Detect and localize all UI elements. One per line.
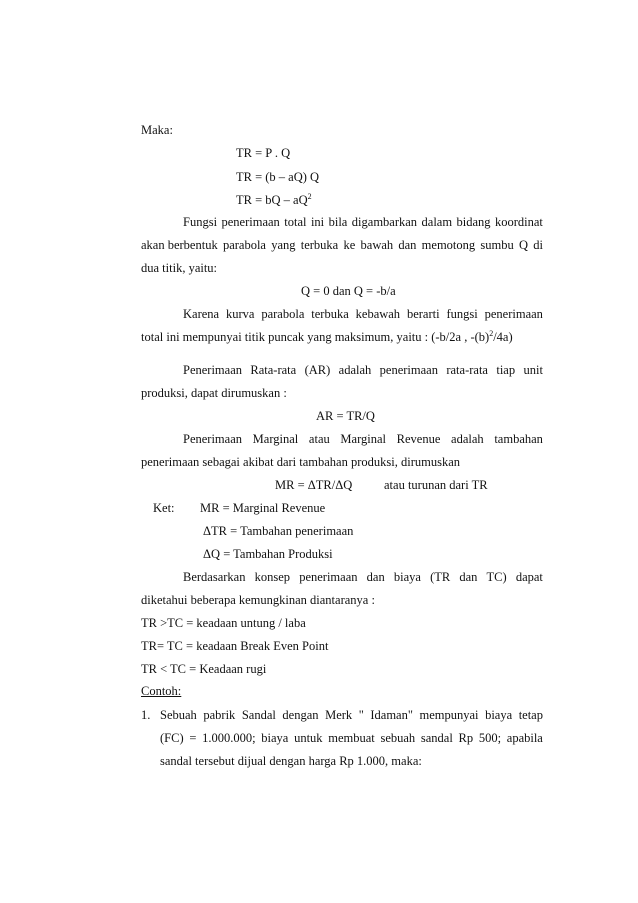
word: total xyxy=(284,215,307,229)
word: dan xyxy=(459,570,478,584)
word: kebawah xyxy=(355,307,401,321)
word: biaya xyxy=(485,708,513,722)
paragraph-5-line-1 xyxy=(183,569,543,585)
word: Karena xyxy=(183,307,220,321)
word: unit xyxy=(523,363,543,377)
word: Berdasarkan xyxy=(183,570,246,584)
word: Fungsi xyxy=(183,215,218,229)
word: Rp xyxy=(458,731,474,745)
paragraph-1-line-1 xyxy=(183,214,543,230)
example-number: 1. xyxy=(141,708,151,722)
word: mempunyai xyxy=(419,708,479,722)
paragraph-3-line-1 xyxy=(183,362,543,378)
word: adalah xyxy=(451,432,484,446)
intro-text: Maka: xyxy=(141,123,173,137)
equation-tr-pq: TR = P . Q xyxy=(236,146,291,160)
word: Merk xyxy=(325,708,353,722)
word: ini xyxy=(310,215,325,229)
word: Marginal xyxy=(252,432,299,446)
word: Sebuah xyxy=(160,708,197,722)
word: dengan xyxy=(282,708,319,722)
word: rata-rata xyxy=(446,363,488,377)
word: akan berbentuk xyxy=(141,238,218,252)
contoh-heading: Contoh: xyxy=(141,684,182,698)
equation-ar: AR = TR/Q xyxy=(316,409,375,423)
word: sandal xyxy=(420,731,453,745)
word: yang xyxy=(271,238,296,252)
paragraph-1-line-2 xyxy=(141,237,543,253)
word: apabila xyxy=(506,731,543,745)
word: Revenue xyxy=(396,432,441,446)
word: penerimaan xyxy=(221,215,280,229)
word: dapat xyxy=(515,570,543,584)
equation-tr-expanded: TR = (b – aQ) Q xyxy=(236,170,320,184)
equation-mr-note: atau turunan dari TR xyxy=(384,478,488,492)
word: = xyxy=(189,731,197,745)
word: membuat xyxy=(328,731,375,745)
word: TC) xyxy=(486,570,507,584)
word: atau xyxy=(308,432,330,446)
paragraph-2-line-2-end: /4a) xyxy=(493,330,513,344)
paragraph-4-line-2: penerimaan sebagai akibat dari tambahan produksi, dirumuskan xyxy=(141,455,460,469)
equation-tr-quadratic-base: TR = bQ – aQ xyxy=(236,193,308,207)
word: (TR xyxy=(430,570,451,584)
word: tambahan xyxy=(494,432,543,446)
word: Penerimaan xyxy=(183,432,243,446)
word: memotong xyxy=(421,238,476,252)
word: parabola xyxy=(222,238,266,252)
word: Penerimaan xyxy=(183,363,243,377)
word: 500; xyxy=(478,731,502,745)
example-line-2 xyxy=(160,730,543,746)
word: sumbu xyxy=(480,238,514,252)
equation-tr-quadratic xyxy=(236,192,312,208)
condition-loss: TR < TC = Keadaan rugi xyxy=(141,662,267,676)
word: biaya xyxy=(261,731,289,745)
word: Idaman" xyxy=(370,708,413,722)
word: penerimaan xyxy=(379,363,438,377)
word: di xyxy=(533,238,543,252)
word: parabola xyxy=(261,307,305,321)
word: kurva xyxy=(225,307,255,321)
ket-label: Ket: xyxy=(153,501,175,515)
paragraph-1-line-3: dua titik, yaitu: xyxy=(141,261,218,275)
word: konsep xyxy=(254,570,291,584)
word: Sandal xyxy=(241,708,276,722)
word: 1.000.000; xyxy=(202,731,256,745)
word: bidang xyxy=(456,215,491,229)
word: sebuah xyxy=(380,731,416,745)
word: bawah xyxy=(360,238,394,252)
word: fungsi xyxy=(446,307,478,321)
ket-definition-delta-q: ΔQ = Tambahan Produksi xyxy=(203,547,333,561)
word: " xyxy=(358,708,364,722)
word: dan xyxy=(366,570,385,584)
word: terbuka xyxy=(300,238,339,252)
ket-definition-delta-tr: ΔTR = Tambahan penerimaan xyxy=(203,524,354,538)
word: tiap xyxy=(496,363,516,377)
example-line-3: sandal tersebut dijual dengan harga Rp 1.000, maka: xyxy=(160,754,422,768)
word: terbuka xyxy=(311,307,349,321)
word: berarti xyxy=(406,307,440,321)
word: dalam xyxy=(421,215,453,229)
word: koordinat xyxy=(495,215,543,229)
word: pabrik xyxy=(203,708,236,722)
equation-mr: MR = ΔTR/ΔQ xyxy=(275,478,353,492)
paragraph-4-line-1 xyxy=(183,431,543,447)
word: bila xyxy=(328,215,348,229)
word: penerimaan xyxy=(484,307,543,321)
ket-definition-mr: MR = Marginal Revenue xyxy=(200,501,326,515)
example-line-1 xyxy=(160,707,543,723)
word: ke xyxy=(343,238,356,252)
word: tetap xyxy=(518,708,543,722)
word: digambarkan xyxy=(351,215,418,229)
word: penerimaan xyxy=(299,570,358,584)
word: biaya xyxy=(393,570,421,584)
word: (AR) xyxy=(304,363,331,377)
paragraph-2-line-2-text: total ini mempunyai titik puncak yang maksimum, yaitu : (-b/2a , -(b) xyxy=(141,330,490,344)
paragraph-5-line-2: diketahui beberapa kemungkinan diantaranya : xyxy=(141,593,375,607)
paragraph-3-line-2: produksi, dapat dirumuskan : xyxy=(141,386,287,400)
paragraph-2-line-1 xyxy=(183,306,543,322)
word: Marginal xyxy=(340,432,386,446)
word: dan xyxy=(398,238,417,252)
word: untuk xyxy=(294,731,323,745)
condition-profit: TR >TC = keadaan untung / laba xyxy=(141,616,306,630)
condition-break-even: TR= TC = keadaan Break Even Point xyxy=(141,639,329,653)
equation-tr-quadratic-exponent: 2 xyxy=(307,192,312,201)
word: Q xyxy=(518,238,528,252)
word: adalah xyxy=(338,363,372,377)
equation-roots: Q = 0 dan Q = -b/a xyxy=(301,284,396,298)
word: Rata-rata xyxy=(250,363,297,377)
word: (FC) xyxy=(160,731,184,745)
paragraph-2-line-2 xyxy=(141,329,513,345)
paragraph-2-exponent: 2 xyxy=(489,329,494,338)
